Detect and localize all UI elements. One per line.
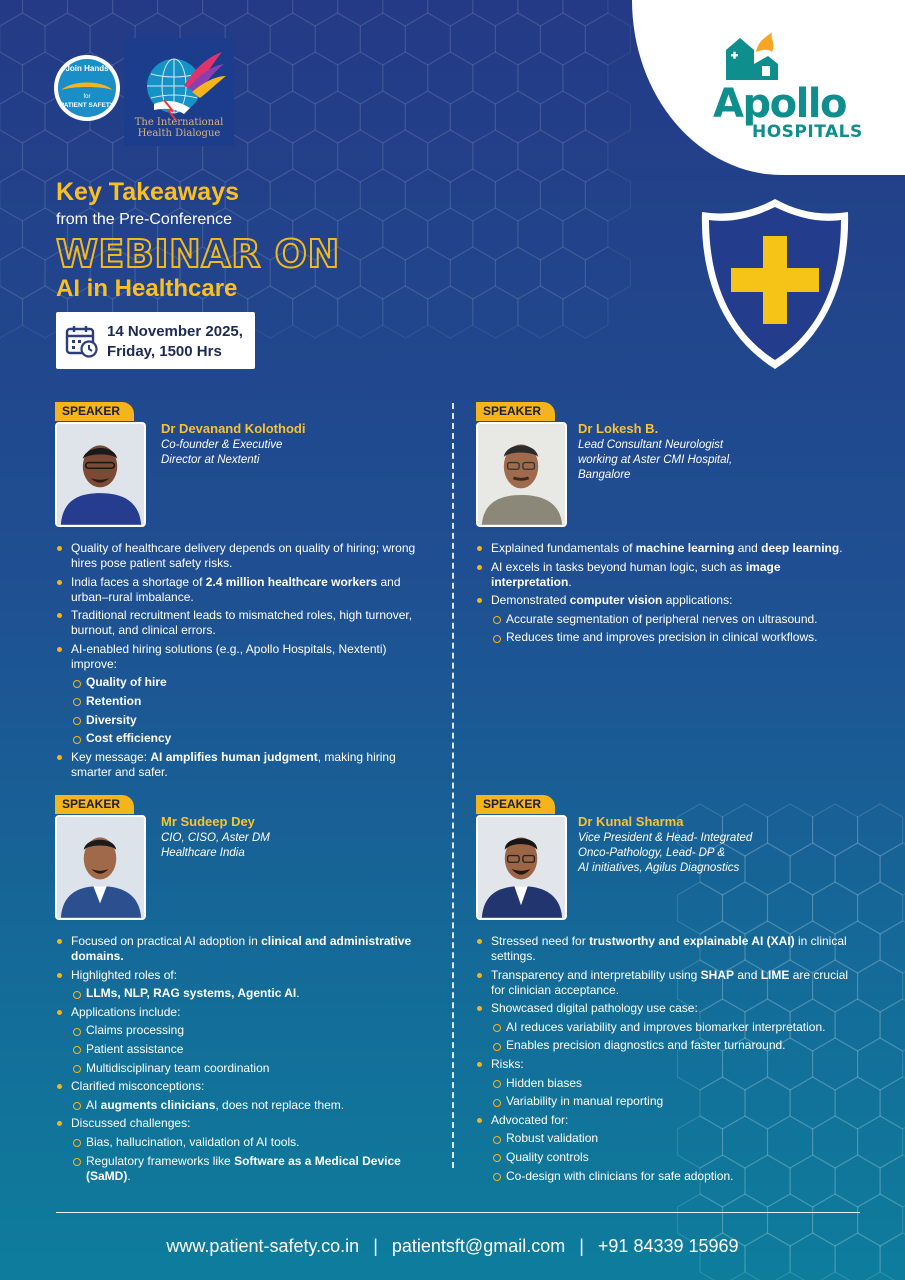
footer-divider <box>56 1212 860 1213</box>
bullet-text: Retention <box>86 693 142 708</box>
bullet-text: and <box>734 967 761 982</box>
sub-bullet-item <box>56 1154 436 1184</box>
hexagon-shape <box>248 0 293 26</box>
hexagon-shape <box>495 169 540 221</box>
bullet-text: trustworthy and explainable AI (XAI) <box>589 934 795 948</box>
hexagon-shape <box>23 0 68 26</box>
person-icon <box>478 817 565 918</box>
hexagon-shape <box>0 52 23 104</box>
hexagon-shape <box>23 130 68 182</box>
bullet-text: Discussed challenges: <box>71 1116 191 1131</box>
ihd-line-2: Health Dialogue <box>137 127 221 139</box>
bullet-text: and urban–rural imbalance. <box>71 574 401 604</box>
hexagon-shape <box>0 286 23 338</box>
speaker-takeaways-list <box>56 541 416 783</box>
hexagon-shape <box>0 13 45 65</box>
hexagon-shape <box>495 13 540 65</box>
hexagon-shape <box>450 247 495 299</box>
bullet-item <box>476 541 861 556</box>
hexagon-shape <box>540 247 585 299</box>
footer-contact <box>0 1236 905 1257</box>
person-icon <box>57 424 144 525</box>
ihd-line-1: The International <box>134 117 224 128</box>
hexagon-shape <box>383 286 428 338</box>
date-line-1: 14 November 2025, <box>107 323 243 340</box>
hexagon-shape <box>383 208 428 260</box>
hexagon-shape <box>68 130 113 182</box>
hexagon-shape <box>563 130 608 182</box>
bullet-item <box>56 968 436 983</box>
bullet-text: computer vision <box>569 593 663 608</box>
bullet-item <box>56 575 416 605</box>
hexagon-shape <box>315 13 360 65</box>
speaker-badge: SPEAKER <box>55 402 134 421</box>
hexagon-shape <box>270 91 315 143</box>
hexagon-shape <box>835 843 880 895</box>
bullet-text: Risks: <box>491 1056 524 1071</box>
bullet-text: Bias, hallucination, validation of AI tools. <box>86 1134 300 1149</box>
bullet-item <box>56 1079 436 1094</box>
apollo-hospitals-text: HOSPITALS <box>752 122 863 142</box>
bullet-text: Multidisciplinary team coordination <box>86 1060 270 1075</box>
speaker-name: Dr Devanand Kolothodi <box>161 421 306 436</box>
ihd-logo-caption <box>124 118 234 139</box>
hexagon-shape <box>203 0 248 26</box>
bullet-text: image interpretation <box>491 559 781 589</box>
bullet-text: augments clinicians <box>100 1097 216 1112</box>
hexagon-shape <box>858 1116 903 1168</box>
speaker-photo <box>55 422 146 527</box>
hexagon-shape <box>880 921 905 973</box>
hexagon-shape <box>0 130 23 182</box>
webinar-topic: AI in Healthcare <box>56 275 238 302</box>
bullet-text: SHAP <box>700 967 735 982</box>
hexagon-shape <box>428 130 473 182</box>
hexagon-shape <box>880 999 905 1051</box>
bullet-text: Cost efficiency <box>86 731 172 746</box>
join-hands-patient-safety-logo <box>53 54 121 122</box>
bullet-item <box>476 560 861 590</box>
hexagon-shape <box>563 286 608 338</box>
hexagon-shape <box>270 169 315 221</box>
hexagon-shape <box>678 882 723 934</box>
hexagon-shape <box>360 13 405 65</box>
speaker-photo <box>476 815 567 920</box>
hexagon-shape <box>495 91 540 143</box>
hexagon-shape <box>518 208 563 260</box>
bullet-text: . <box>839 541 843 555</box>
hexagon-shape <box>540 91 585 143</box>
bullet-text: LIME <box>760 967 790 982</box>
speaker-role-line: Bangalore <box>578 468 631 481</box>
hexagon-shape <box>293 52 338 104</box>
hexagon-shape <box>383 130 428 182</box>
hexagon-shape <box>360 169 405 221</box>
hexagon-shape <box>858 960 903 1012</box>
bullet-text: Reduces time and improves precision in clinical workflows. <box>506 630 818 645</box>
bullet-text: Showcased digital pathology use case: <box>491 1001 698 1016</box>
hexagon-shape <box>585 13 630 65</box>
bullet-item <box>56 1005 436 1020</box>
hexagon-shape <box>585 247 630 299</box>
sub-bullet-item <box>56 713 416 728</box>
bullet-text: Claims processing <box>86 1023 185 1038</box>
bullet-text: , making hiring smarter and safer. <box>71 749 396 779</box>
bullet-text: AI excels in tasks beyond human logic, such as <box>491 559 746 574</box>
hexagon-shape <box>383 52 428 104</box>
hexagon-shape <box>293 286 338 338</box>
speaker-role-line: CIO, CISO, Aster DM <box>161 832 270 844</box>
sub-bullet-item <box>56 1098 436 1113</box>
hexagon-shape <box>473 130 518 182</box>
bullet-text: Applications include: <box>71 1004 181 1019</box>
hexagon-shape <box>540 169 585 221</box>
hexagon-shape <box>338 208 383 260</box>
bullet-text: Explained fundamentals of <box>491 541 636 555</box>
bullet-text: Co-design with clinicians for safe adoption. <box>506 1168 734 1183</box>
speaker-role <box>161 831 270 861</box>
hexagon-shape <box>338 52 383 104</box>
bullet-text: Stressed need for <box>491 934 590 948</box>
hexagon-shape <box>113 0 158 26</box>
hexagon-shape <box>880 1077 905 1129</box>
speaker-name: Mr Sudeep Dey <box>161 814 255 829</box>
hexagon-shape <box>858 804 903 856</box>
hexagon-shape <box>405 91 450 143</box>
hexagon-shape <box>880 843 905 895</box>
email-link[interactable]: patientsft@gmail.com <box>391 1236 566 1256</box>
speaker-role-line: Onco-Pathology, Lead- DP & <box>578 846 726 859</box>
hexagon-shape <box>383 0 428 26</box>
hexagon-shape <box>428 286 473 338</box>
join-hands-text: Join Hands <box>65 64 109 73</box>
hexagon-shape <box>450 13 495 65</box>
sub-bullet-item <box>476 630 861 645</box>
person-icon <box>478 424 565 525</box>
bullet-text: Enables precision diagnostics and faster turnaround. <box>506 1038 786 1053</box>
webinar-heading: WEBINAR ON <box>56 232 340 276</box>
hexagon-shape <box>518 130 563 182</box>
speaker-name: Dr Lokesh B. <box>578 421 659 436</box>
bullet-item <box>56 541 416 571</box>
sub-bullet-item <box>476 1150 861 1165</box>
hexagon-shape <box>315 169 360 221</box>
speaker-role-line: Director at Nextenti <box>161 453 260 466</box>
sub-bullet-item <box>476 612 861 627</box>
speaker-takeaways-list <box>476 934 861 1187</box>
hexagon-shape <box>518 0 563 26</box>
speaker-role-line: Healthcare India <box>161 846 245 859</box>
bullet-text: Diversity <box>86 712 137 727</box>
sub-bullet-item <box>476 1076 861 1091</box>
bullet-text: Patient assistance <box>86 1041 184 1056</box>
website-link[interactable]: www.patient-safety.co.in <box>166 1236 360 1256</box>
bullet-item <box>56 608 416 638</box>
hexagon-shape <box>790 843 835 895</box>
bullet-text: Clarified misconceptions: <box>71 1079 205 1094</box>
hexagon-shape <box>563 52 608 104</box>
footer-separator: | <box>579 1236 584 1256</box>
sub-bullet-item <box>476 1020 861 1035</box>
bullet-item <box>56 642 416 672</box>
hexagon-shape <box>768 882 813 934</box>
hexagon-shape <box>450 91 495 143</box>
sub-bullet-item <box>476 1038 861 1053</box>
hexagon-shape <box>338 130 383 182</box>
sub-bullet-item <box>56 694 416 709</box>
hexagon-shape <box>473 286 518 338</box>
hexagon-shape <box>68 0 113 26</box>
hexagon-shape <box>293 0 338 26</box>
hexagon-shape <box>450 169 495 221</box>
bullet-text: LLMs, NLP, RAG systems, Agentic AI <box>86 986 297 1001</box>
bullet-text: clinical and administrative domains. <box>71 934 412 963</box>
sub-bullet-item <box>56 1023 436 1038</box>
bullet-text: machine learning <box>635 541 735 555</box>
speaker-role <box>578 831 752 876</box>
sub-bullet-item <box>56 731 416 746</box>
bullet-item <box>476 1113 861 1128</box>
speaker-role-line: Lead Consultant Neurologist <box>578 439 724 451</box>
sub-bullet-item <box>56 986 436 1001</box>
sub-bullet-item <box>56 1042 436 1057</box>
speaker-role <box>578 438 732 483</box>
hexagon-shape <box>405 13 450 65</box>
bullet-text: Quality controls <box>506 1149 589 1164</box>
hexagon-shape <box>428 52 473 104</box>
date-box <box>56 312 255 369</box>
hexagon-shape <box>405 247 450 299</box>
speaker-role <box>161 438 282 468</box>
bullet-text: and <box>734 541 762 555</box>
hexagon-shape <box>880 1155 905 1207</box>
hexagon-shape <box>563 208 608 260</box>
hexagon-shape <box>158 0 203 26</box>
bullet-text: AI-enabled hiring solutions (e.g., Apollo Hospitals, Nextenti) improve: <box>71 641 387 671</box>
bullet-text: Quality of healthcare delivery depends on quality of hiring; wrong hires pose patient safety risks. <box>71 541 416 570</box>
bullet-text: Regulatory frameworks like <box>86 1153 235 1168</box>
sub-bullet-item <box>476 1169 861 1184</box>
hexagon-shape <box>585 91 630 143</box>
hexagon-shape <box>473 0 518 26</box>
sub-bullet-item <box>56 675 416 690</box>
hexagon-shape <box>518 286 563 338</box>
bullet-text: Transparency and interpretability using <box>491 967 701 982</box>
page-subtitle: from the Pre-Conference <box>56 211 233 228</box>
bullet-text: . <box>127 1168 131 1183</box>
hexagon-shape <box>338 0 383 26</box>
bullet-text: . <box>296 986 300 1001</box>
bullet-text: , does not replace them. <box>215 1097 345 1112</box>
speaker-name: Dr Kunal Sharma <box>578 814 684 829</box>
hexagon-shape <box>428 208 473 260</box>
hexagon-shape <box>315 91 360 143</box>
bullet-text: Accurate segmentation of peripheral nerves on ultrasound. <box>506 611 818 626</box>
speaker-takeaways-list <box>476 541 861 649</box>
speaker-role-line: working at Aster CMI Hospital, <box>578 453 733 466</box>
bullet-text: India faces a shortage of <box>71 574 206 589</box>
apollo-wordmark: Apollo <box>713 81 846 127</box>
hexagon-shape <box>338 286 383 338</box>
column-divider <box>452 403 454 1168</box>
speaker-role-line: Co-founder & Executive <box>161 439 283 451</box>
hexagon-shape <box>428 0 473 26</box>
hexagon-shape <box>723 882 768 934</box>
bullet-text: 2.4 million healthcare workers <box>205 574 378 589</box>
bullet-item <box>476 968 861 998</box>
hexagon-shape <box>585 169 630 221</box>
bullet-text: Traditional recruitment leads to mismatched roles, high turnover, burnout, and clinical errors. <box>71 608 413 638</box>
bullet-item <box>56 934 436 964</box>
bullet-text: Focused on practical AI adoption in <box>71 934 262 948</box>
bullet-text: Quality of hire <box>86 675 167 690</box>
hexagon-shape <box>270 13 315 65</box>
hexagon-shape <box>0 169 45 221</box>
page-title: Key Takeaways <box>56 178 239 206</box>
speaker-photo <box>55 815 146 920</box>
hexagon-shape <box>858 1038 903 1090</box>
bullet-text: AI amplifies human judgment <box>150 749 318 764</box>
speaker-role-line: AI initiatives, Agilus Diagnostics <box>578 861 740 874</box>
hexagon-shape <box>405 169 450 221</box>
bullet-text: Robust validation <box>506 1131 599 1146</box>
speaker-photo <box>476 422 567 527</box>
bullet-item <box>476 593 861 608</box>
hexagon-shape <box>0 247 45 299</box>
hexagon-shape <box>563 0 608 26</box>
hexagon-shape <box>495 247 540 299</box>
sub-bullet-item <box>476 1131 861 1146</box>
speaker-badge: SPEAKER <box>55 795 134 814</box>
bullet-text: Software as a Medical Device (SaMD) <box>86 1153 401 1183</box>
bullet-item <box>56 1116 436 1131</box>
hexagon-shape <box>473 208 518 260</box>
date-line-2: Friday, 1500 Hrs <box>107 342 222 360</box>
hexagon-shape <box>0 91 45 143</box>
bullet-text: deep learning <box>761 541 840 555</box>
bullet-text: Key message: <box>71 749 151 764</box>
hexagon-shape <box>0 208 23 260</box>
hexagon-shape <box>0 0 23 26</box>
bullet-item <box>56 750 416 780</box>
bullet-text: are crucial for clinician acceptance. <box>491 967 849 997</box>
bullet-text: Demonstrated <box>491 593 570 608</box>
bullet-text: applications: <box>662 593 733 608</box>
hexagon-shape <box>248 130 293 182</box>
bullet-item <box>476 1001 861 1016</box>
person-icon <box>57 817 144 918</box>
hexagon-shape <box>858 882 903 934</box>
speaker-role-line: Vice President & Head- Integrated <box>578 832 753 844</box>
hexagon-shape <box>813 804 858 856</box>
bullet-item <box>476 934 861 964</box>
bullet-text: Highlighted roles of: <box>71 967 178 982</box>
patient-safety-text: PATIENT SAFETY <box>59 102 115 109</box>
bullet-item <box>476 1057 861 1072</box>
join-hands-for-text: for <box>83 94 91 100</box>
hexagon-shape <box>813 882 858 934</box>
bullet-text: AI reduces variability and improves biomarker interpretation. <box>506 1019 826 1034</box>
bullet-text: Variability in manual reporting <box>506 1094 664 1109</box>
hexagon-shape <box>768 804 813 856</box>
hexagon-shape <box>293 130 338 182</box>
hexagon-shape <box>540 13 585 65</box>
speaker-badge: SPEAKER <box>476 402 555 421</box>
bullet-text: Hidden biases <box>506 1075 583 1090</box>
hexagon-shape <box>248 52 293 104</box>
sub-bullet-item <box>476 1094 861 1109</box>
shield-plus-icon <box>698 196 852 372</box>
bullet-text: Advocated for: <box>491 1112 569 1127</box>
speaker-takeaways-list <box>56 934 436 1187</box>
sub-bullet-item <box>56 1135 436 1150</box>
hexagon-shape <box>360 247 405 299</box>
phone-link[interactable]: +91 84339 15969 <box>597 1236 739 1256</box>
sub-bullet-item <box>56 1061 436 1076</box>
hexagon-shape <box>360 91 405 143</box>
bullet-text: AI <box>86 1097 101 1112</box>
speaker-badge: SPEAKER <box>476 795 555 814</box>
bullet-text: in clinical settings. <box>491 934 847 963</box>
hexagon-shape <box>518 52 563 104</box>
footer-separator: | <box>373 1236 378 1256</box>
bullet-text: . <box>568 574 572 589</box>
calendar-clock-icon <box>65 324 99 358</box>
date-text <box>107 322 243 361</box>
hexagon-shape <box>473 52 518 104</box>
